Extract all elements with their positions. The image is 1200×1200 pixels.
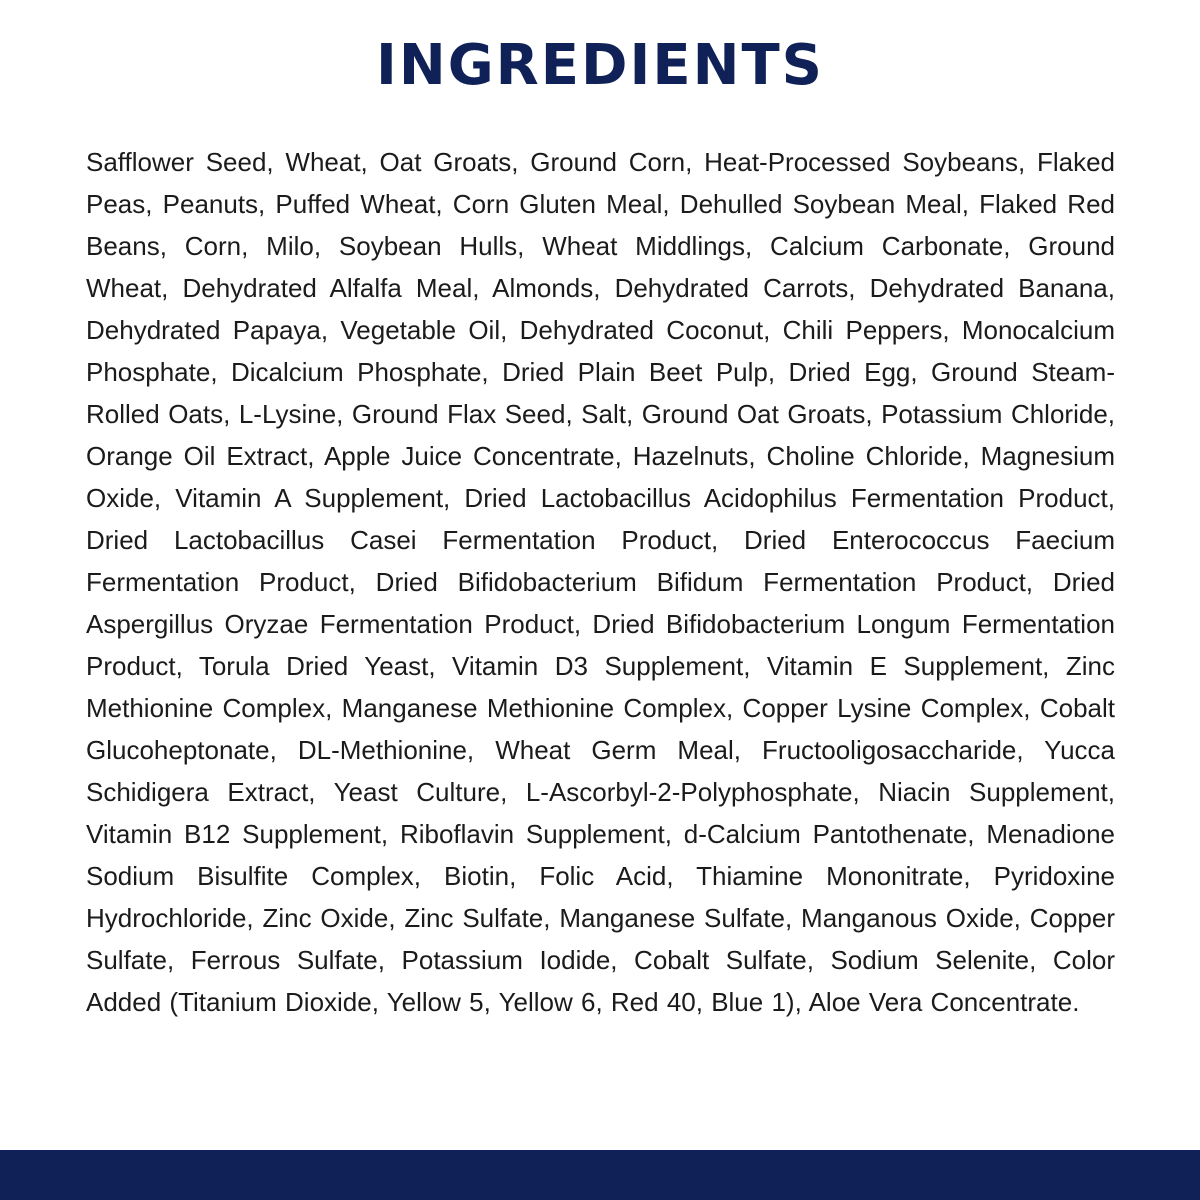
ingredients-title: INGREDIENTS — [375, 33, 824, 98]
ingredients-list: Safflower Seed, Wheat, Oat Groats, Ground Corn, Heat-Processed Soybeans, Flaked Peas, Peanuts, Puffed Wheat, Corn Gluten Meal, Dehulled Soybean Meal, Flaked Red Beans, Corn, Milo, Soybean Hulls, Wheat Middlings, Calcium Carbonate, Ground Wheat, Dehydrated Alfalfa Meal, Almonds, Dehydrated Carrots, Dehydrated Banana, Dehydrated Papaya, Vegetable Oil, Dehydrated Coconut, Chili Peppers, Monocalcium Phosphate, Dicalcium Phosphate, Dried Plain Beet Pulp, Dried Egg, Ground Steam-Rolled Oats, L-Lysine, Ground Flax Seed, Salt, Ground Oat Groats, Potassium Chloride, Orange Oil Extract, Apple Juice Concentrate, Hazelnuts, Choline Chloride, Magnesium Oxide, Vitamin A Supplement, Dried Lactobacillus Acidophilus Fermentation Product, Dried Lactobacillus Casei Fermentation Product, Dried Enterococcus Faecium Fermentation Product, Dried Bifidobacterium Bifidum Fermentation Product, Dried Aspergillus Oryzae Fermentation Product, Dried Bifidobacterium Longum Fermentation Product, Torula Dried Yeast, Vitamin D3 Supplement, Vitamin E Supplement, Zinc Methionine Complex, Manganese Methionine Complex, Copper Lysine Complex, Cobalt Glucoheptonate, DL-Methionine, Wheat Germ Meal, Fructooligosaccharide, Yucca Schidigera Extract, Yeast Culture, L-Ascorbyl-2-Polyphosphate, Niacin Supplement, Vitamin B12 Supplement, Riboflavin Supplement, d-Calcium Pantothenate, Menadione Sodium Bisulfite Complex, Biotin, Folic Acid, Thiamine Mononitrate, Pyridoxine Hydrochloride, Zinc Oxide, Zinc Sulfate, Manganese Sulfate, Manganous Oxide, Copper Sulfate, Ferrous Sulfate, Potassium Iodide, Cobalt Sulfate, Sodium Selenite, Color Added (Titanium Dioxide, Yellow 5, Yellow 6, Red 40, Blue 1), Aloe Vera Concentrate. — [86, 147, 1115, 1017]
footer-band — [0, 1150, 1200, 1200]
